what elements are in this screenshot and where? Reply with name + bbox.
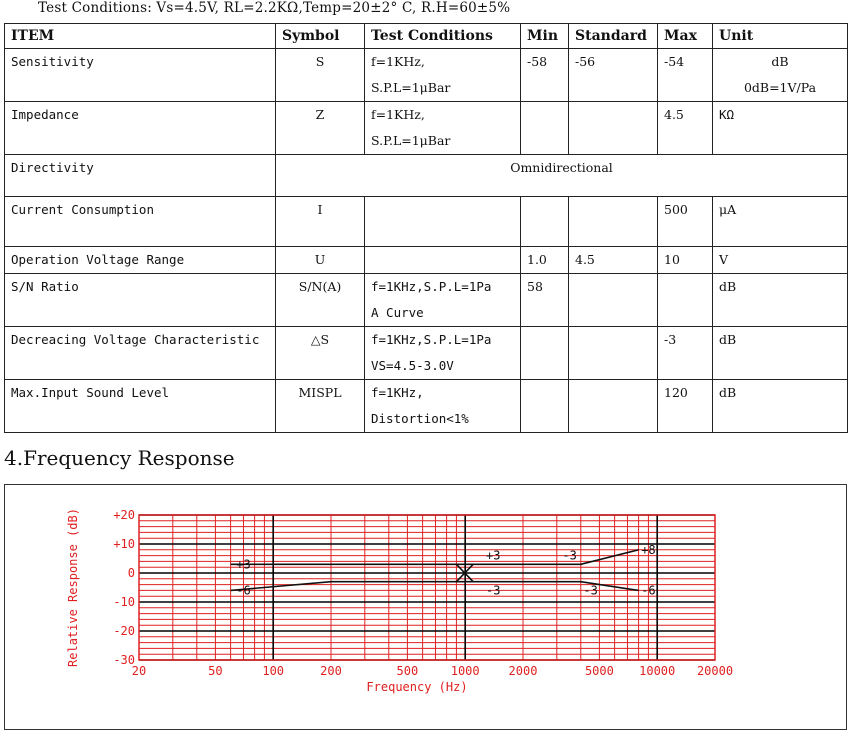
standard-cell (569, 327, 658, 380)
max-value: -3 (664, 332, 677, 347)
x-tick-label: 10000 (639, 664, 676, 678)
table-row (5, 197, 848, 247)
item-cell (5, 327, 276, 380)
series-line (231, 582, 639, 591)
y-tick-label: +10 (113, 537, 135, 551)
symbol-cell (276, 327, 365, 380)
min-value: 58 (527, 279, 543, 294)
item-cell (5, 155, 276, 197)
unit-value: V (719, 252, 729, 267)
annotation-label: -6 (236, 583, 251, 598)
frequency-response-chart-box (4, 484, 847, 730)
min-value: 1.0 (527, 252, 547, 267)
min-cell (521, 327, 569, 380)
unit-value: dB (719, 385, 737, 400)
unit-value: μA (719, 202, 737, 217)
section-title: 4.Frequency Response (4, 446, 235, 470)
standard-value: -56 (575, 54, 596, 69)
header-min: Min (521, 24, 569, 49)
unit-cell (713, 247, 848, 274)
unit-value: dB (771, 54, 789, 69)
item-label: Max.Input Sound Level (11, 385, 170, 400)
symbol-cell (276, 102, 365, 155)
table-row (5, 274, 848, 327)
item-cell (5, 197, 276, 247)
y-axis-label: Relative Response (dB) (66, 508, 80, 667)
conditions-cell (365, 49, 521, 102)
symbol-cell (276, 380, 365, 433)
x-tick-label: 1000 (450, 664, 480, 678)
annotation-label: -3 (562, 548, 577, 563)
conditions-cell (365, 197, 521, 247)
condition-line: Distortion<1% (371, 411, 469, 426)
min-value: -58 (527, 54, 548, 69)
header-max: Max (658, 24, 713, 49)
unit-cell (713, 380, 848, 433)
item-label: Current Consumption (11, 202, 154, 217)
item-cell (5, 247, 276, 274)
standard-cell (569, 274, 658, 327)
standard-cell (569, 197, 658, 247)
annotation-label: +8 (641, 542, 656, 557)
directivity-value-cell (276, 155, 848, 197)
item-cell (5, 274, 276, 327)
min-cell (521, 274, 569, 327)
item-cell (5, 49, 276, 102)
header-test-conditions: Test Conditions (365, 24, 521, 49)
standard-cell (569, 49, 658, 102)
min-cell (521, 197, 569, 247)
condition-line: f=1KHz, (371, 107, 425, 122)
item-label: Directivity (11, 160, 94, 175)
item-label: Decreacing Voltage Characteristic (11, 332, 260, 347)
max-cell (658, 49, 713, 102)
item-label: Operation Voltage Range (11, 252, 185, 267)
symbol-value: Z (315, 107, 325, 122)
header-symbol: Symbol (276, 24, 365, 49)
table-row (5, 102, 848, 155)
condition-line: A Curve (371, 305, 424, 320)
max-cell (658, 197, 713, 247)
table-row (5, 49, 848, 102)
symbol-cell (276, 274, 365, 327)
frequency-response-chart (5, 485, 846, 729)
symbol-cell (276, 247, 365, 274)
x-tick-label: 2000 (508, 664, 538, 678)
unit-cell (713, 49, 848, 102)
min-cell (521, 380, 569, 433)
y-tick-label: 0 (127, 566, 135, 580)
unit-cell (713, 274, 848, 327)
conditions-cell (365, 247, 521, 274)
test-conditions: Test Conditions: Vs=4.5V, RL=2.2KΩ,Temp=20±2° C, R.H=60±5% (38, 0, 511, 16)
unit-value: KΩ (719, 107, 735, 122)
plot-frame (139, 515, 715, 660)
x-tick-label: 200 (320, 664, 342, 678)
symbol-value: △S (310, 332, 330, 347)
unit-note: 0dB=1V/Pa (743, 80, 817, 95)
x-axis-label: Frequency (Hz) (366, 680, 468, 694)
item-label: Impedance (11, 107, 79, 122)
annotation-label: -3 (583, 583, 598, 598)
symbol-value: S (315, 54, 325, 69)
item-cell (5, 380, 276, 433)
unit-cell (713, 102, 848, 155)
max-value: -54 (664, 54, 685, 69)
symbol-value: U (314, 252, 326, 267)
max-cell (658, 327, 713, 380)
unit-cell (713, 197, 848, 247)
max-value: 500 (664, 202, 688, 217)
condition-line: f=1KHz, (371, 54, 425, 69)
table-row (5, 327, 848, 380)
conditions-cell (365, 380, 521, 433)
condition-line: S.P.L=1μBar (371, 80, 451, 95)
header-unit: Unit (713, 24, 848, 49)
series-line (231, 550, 639, 565)
y-tick-label: -30 (113, 653, 135, 667)
min-cell (521, 49, 569, 102)
annotation-label: -3 (486, 583, 501, 598)
condition-line: VS=4.5-3.0V (371, 358, 454, 373)
max-value: 10 (664, 252, 680, 267)
annotation-label: +3 (236, 557, 251, 572)
symbol-value: I (317, 202, 323, 217)
header-standard: Standard (569, 24, 658, 49)
x-tick-label: 20 (131, 664, 147, 678)
x-tick-label: 50 (208, 664, 223, 678)
table-row (5, 247, 848, 274)
condition-line: f=1KHz,S.P.L=1Pa (371, 279, 492, 294)
max-cell (658, 102, 713, 155)
max-value: 4.5 (664, 107, 684, 122)
symbol-value: MISPL (298, 385, 342, 400)
annotation-label: -6 (641, 583, 656, 598)
symbol-cell (276, 197, 365, 247)
item-cell (5, 102, 276, 155)
symbol-value: S/N(A) (298, 279, 342, 294)
header-item: ITEM (5, 24, 276, 49)
unit-value: dB (719, 279, 737, 294)
standard-cell (569, 102, 658, 155)
spec-table (4, 23, 848, 433)
y-tick-label: -10 (113, 595, 135, 609)
table-row (5, 155, 848, 197)
conditions-cell (365, 274, 521, 327)
directivity-value: Omnidirectional (510, 160, 613, 175)
y-tick-label: +20 (113, 508, 135, 522)
min-cell (521, 247, 569, 274)
standard-cell (569, 247, 658, 274)
y-tick-label: -20 (113, 624, 135, 638)
x-tick-label: 100 (262, 664, 285, 678)
max-cell (658, 274, 713, 327)
x-tick-label: 20000 (696, 664, 734, 678)
conditions-cell (365, 327, 521, 380)
x-tick-label: 5000 (584, 664, 614, 678)
condition-line: f=1KHz,S.P.L=1Pa (371, 332, 492, 347)
item-label: Sensitivity (11, 54, 94, 69)
condition-line: S.P.L=1μBar (371, 133, 451, 148)
item-label: S/N Ratio (11, 279, 79, 294)
condition-line: f=1KHz, (371, 385, 424, 400)
min-cell (521, 102, 569, 155)
unit-cell (713, 327, 848, 380)
table-row (5, 380, 848, 433)
max-cell (658, 380, 713, 433)
standard-value: 4.5 (575, 252, 595, 267)
standard-cell (569, 380, 658, 433)
max-cell (658, 247, 713, 274)
max-value: 120 (664, 385, 688, 400)
annotation-label: +3 (486, 548, 501, 563)
x-tick-label: 500 (396, 664, 419, 678)
conditions-cell (365, 102, 521, 155)
table-header-row (5, 24, 848, 49)
unit-value: dB (719, 332, 737, 347)
symbol-cell (276, 49, 365, 102)
